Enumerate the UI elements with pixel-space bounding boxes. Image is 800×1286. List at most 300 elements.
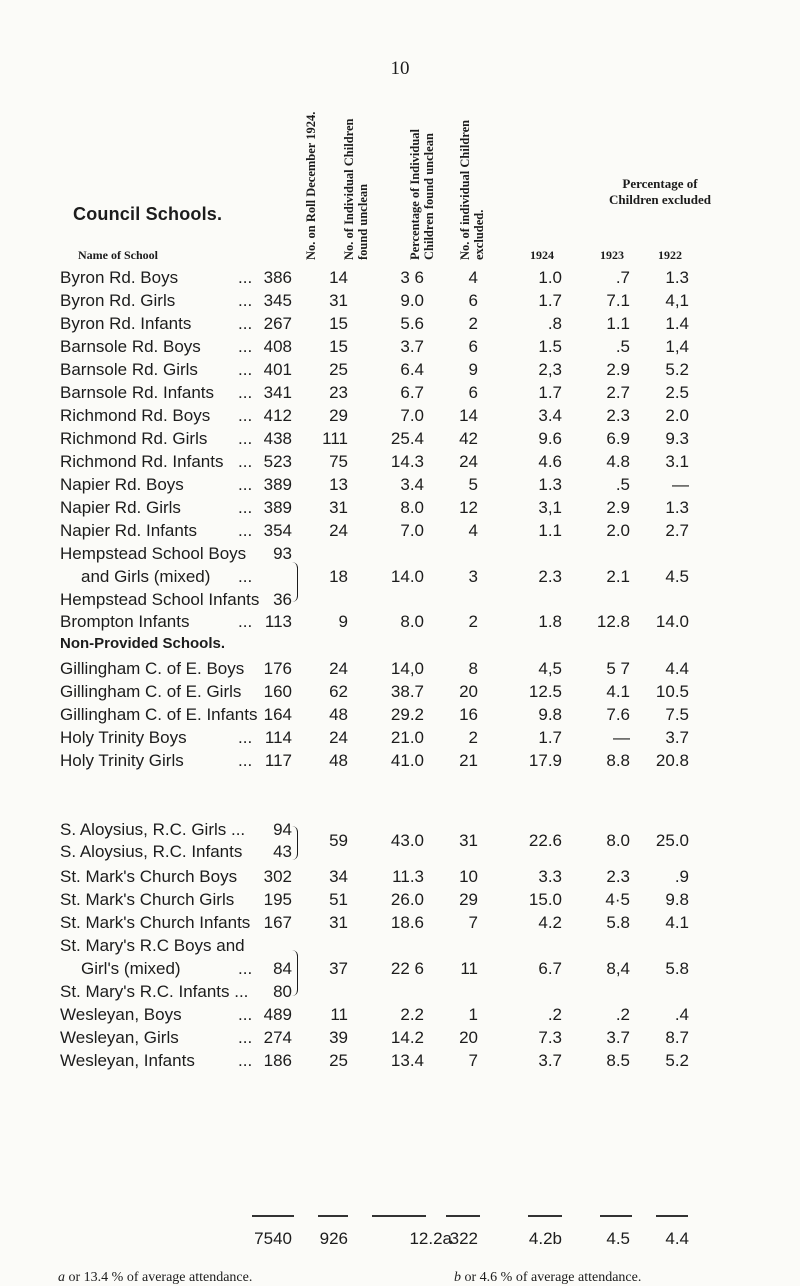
aloysius-brace bbox=[292, 826, 298, 860]
cell-p1924: 4,5 bbox=[538, 659, 562, 678]
cell-pct: 3 6 bbox=[400, 268, 424, 287]
cell-p1924: 1.7 bbox=[538, 728, 562, 748]
year-header-1924: 1924 bbox=[530, 248, 554, 262]
marys-pct: 22 6 bbox=[390, 959, 424, 978]
table-row bbox=[0, 867, 800, 889]
cell-excluded: 12 bbox=[459, 498, 478, 517]
cell-p1923: 2.7 bbox=[606, 383, 630, 402]
cell-p1922: — bbox=[672, 475, 689, 494]
cell-unclean: 25 bbox=[329, 1051, 348, 1070]
column-header-excluded: No. of individual Children excluded. bbox=[458, 119, 486, 260]
cell-pct: 14.2 bbox=[390, 1028, 424, 1047]
hempstead-brace bbox=[292, 562, 298, 602]
cell-p1922: .4 bbox=[674, 1005, 689, 1024]
aloysius-pct: 43.0 bbox=[390, 831, 424, 850]
marys-roll-b: 80 bbox=[273, 982, 292, 1001]
cell-p1924: 4.6 bbox=[538, 452, 562, 471]
cell-p1923: 8.5 bbox=[606, 1051, 630, 1070]
cell-p1923: .7 bbox=[615, 268, 630, 287]
marys-line1: St. Mary's R.C Boys and bbox=[60, 936, 245, 955]
cell-p1922: 1,4 bbox=[665, 337, 689, 356]
cell-name: Gillingham C. of E. Girls bbox=[60, 682, 242, 702]
aloysius-p1924: 22.6 bbox=[528, 831, 562, 850]
cell-unclean: 31 bbox=[329, 498, 348, 517]
cell-pct: 9.0 bbox=[400, 291, 424, 310]
cell-p1922: 10.5 bbox=[655, 682, 689, 702]
total-rule-roll bbox=[252, 1215, 294, 1217]
cell-excluded: 7 bbox=[468, 913, 478, 932]
cell-p1923: 8.8 bbox=[606, 751, 630, 771]
cell-p1924: 7.3 bbox=[538, 1028, 562, 1047]
table-row bbox=[0, 268, 800, 290]
total-rule-1923 bbox=[600, 1215, 632, 1217]
cell-name: St. Mark's Church Infants bbox=[60, 913, 251, 932]
cell-roll: 164 bbox=[263, 705, 292, 725]
marys-p1924: 6.7 bbox=[538, 959, 562, 978]
brompton-excluded: 2 bbox=[468, 612, 478, 631]
cell-p1923: 3.7 bbox=[606, 1028, 630, 1047]
cell-pct: 3.7 bbox=[400, 337, 424, 356]
cell-name: Napier Rd. Boys bbox=[60, 475, 184, 494]
cell-p1923: 1.1 bbox=[606, 314, 630, 333]
cell-dots: ... bbox=[238, 383, 253, 402]
marys-line2: Girl's (mixed) bbox=[81, 959, 181, 978]
cell-dots: ... bbox=[238, 751, 253, 771]
cell-excluded: 24 bbox=[459, 452, 478, 471]
cell-roll: 186 bbox=[263, 1051, 292, 1070]
cell-name: Richmond Rd. Girls bbox=[60, 429, 208, 448]
cell-p1922: 7.5 bbox=[665, 705, 689, 725]
cell-excluded: 20 bbox=[459, 682, 478, 702]
cell-name: Richmond Rd. Boys bbox=[60, 406, 211, 425]
cell-p1924: 9.8 bbox=[538, 705, 562, 725]
hempstead-p1923: 2.1 bbox=[606, 567, 630, 586]
cell-name: St. Mark's Church Boys bbox=[60, 867, 238, 886]
cell-dots: ... bbox=[238, 521, 253, 540]
cell-roll: 354 bbox=[263, 521, 292, 540]
cell-name: Wesleyan, Boys bbox=[60, 1005, 182, 1024]
table-row bbox=[0, 360, 800, 382]
table-row bbox=[0, 1028, 800, 1050]
cell-dots: ... bbox=[238, 406, 253, 425]
cell-excluded: 14 bbox=[459, 406, 478, 425]
cell-name: Napier Rd. Girls bbox=[60, 498, 181, 517]
cell-excluded: 4 bbox=[468, 268, 478, 287]
aloysius-roll-b: 43 bbox=[273, 842, 292, 861]
cell-p1923: .2 bbox=[615, 1005, 630, 1024]
cell-dots: ... bbox=[238, 291, 253, 310]
cell-excluded: 42 bbox=[459, 429, 478, 448]
total-rule-1922 bbox=[656, 1215, 688, 1217]
cell-name: Holy Trinity Boys bbox=[60, 728, 187, 748]
cell-p1922: 9.3 bbox=[665, 429, 689, 448]
cell-roll: 302 bbox=[263, 867, 292, 886]
cell-unclean: 62 bbox=[329, 682, 348, 702]
table-row bbox=[0, 521, 800, 543]
cell-unclean: 13 bbox=[329, 475, 348, 494]
cell-roll: 176 bbox=[263, 659, 292, 678]
cell-p1922: 20.8 bbox=[655, 751, 689, 771]
cell-excluded: 7 bbox=[468, 1051, 478, 1070]
marys-p1923: 8,4 bbox=[606, 959, 630, 978]
hempstead-p1922: 4.5 bbox=[665, 567, 689, 586]
council-schools-heading: Council Schools. bbox=[73, 204, 223, 224]
year-header-1923: 1923 bbox=[600, 248, 624, 262]
cell-p1924: 1.0 bbox=[538, 268, 562, 287]
cell-roll: 160 bbox=[263, 682, 292, 702]
cell-p1923: 2.0 bbox=[606, 521, 630, 540]
cell-p1924: 9.6 bbox=[538, 429, 562, 448]
cell-name: Holy Trinity Girls bbox=[60, 751, 184, 771]
cell-roll: 274 bbox=[263, 1028, 292, 1047]
cell-unclean: 34 bbox=[329, 867, 348, 886]
brompton-unclean: 9 bbox=[338, 612, 348, 631]
page-number: 10 bbox=[390, 58, 410, 79]
cell-roll: 386 bbox=[263, 268, 292, 287]
cell-excluded: 20 bbox=[459, 1028, 478, 1047]
cell-roll: 114 bbox=[264, 728, 292, 748]
aloysius-p1923: 8.0 bbox=[606, 831, 630, 850]
cell-p1924: 3,1 bbox=[538, 498, 562, 517]
cell-p1923: 2.9 bbox=[606, 498, 630, 517]
marys-dots: ... bbox=[238, 959, 253, 978]
cell-p1923: 4·5 bbox=[605, 890, 630, 909]
cell-unclean: 31 bbox=[329, 291, 348, 310]
cell-unclean: 48 bbox=[329, 751, 348, 771]
cell-p1922: 3.1 bbox=[665, 452, 689, 471]
cell-p1924: 15.0 bbox=[528, 890, 562, 909]
cell-p1923: 7.1 bbox=[606, 291, 630, 310]
cell-excluded: 2 bbox=[468, 728, 478, 748]
cell-p1924: 3.7 bbox=[538, 1051, 562, 1070]
cell-p1922: 8.7 bbox=[665, 1028, 689, 1047]
cell-excluded: 9 bbox=[468, 360, 478, 379]
cell-name: Byron Rd. Boys bbox=[60, 268, 179, 287]
cell-name: Barnsole Rd. Infants bbox=[60, 383, 215, 402]
cell-excluded: 6 bbox=[468, 383, 478, 402]
hempstead-roll-a: 93 bbox=[273, 544, 292, 563]
cell-excluded: 6 bbox=[468, 291, 478, 310]
brompton-p1922: 14.0 bbox=[655, 612, 689, 631]
pct-excluded-header: Percentage of Children excluded bbox=[609, 176, 711, 207]
cell-excluded: 29 bbox=[459, 890, 478, 909]
cell-unclean: 51 bbox=[329, 890, 348, 909]
cell-name: Gillingham C. of E. Infants bbox=[60, 705, 258, 725]
table-row bbox=[0, 291, 800, 313]
marys-excluded: 11 bbox=[460, 959, 478, 978]
hempstead-line3: Hempstead School Infants bbox=[60, 590, 260, 609]
cell-name: St. Mark's Church Girls bbox=[60, 890, 235, 909]
cell-dots: ... bbox=[238, 728, 253, 748]
marys-p1922: 5.8 bbox=[665, 959, 689, 978]
cell-dots: ... bbox=[238, 268, 253, 287]
cell-p1922: 4.1 bbox=[665, 913, 689, 932]
cell-excluded: 6 bbox=[468, 337, 478, 356]
cell-unclean: 15 bbox=[329, 337, 348, 356]
hempstead-roll-b: 36 bbox=[273, 590, 292, 609]
cell-roll: 195 bbox=[263, 890, 292, 909]
hempstead-line1: Hempstead School Boys bbox=[60, 544, 247, 563]
cell-p1922: 1.3 bbox=[665, 498, 689, 517]
cell-roll: 167 bbox=[263, 913, 292, 932]
cell-p1924: 3.4 bbox=[538, 406, 562, 425]
cell-name: Barnsole Rd. Girls bbox=[60, 360, 198, 379]
footnote-b-mark: b bbox=[454, 1270, 461, 1285]
cell-pct: 2.2 bbox=[400, 1005, 424, 1024]
aloysius-unclean: 59 bbox=[329, 831, 348, 850]
cell-name: Barnsole Rd. Boys bbox=[60, 337, 201, 356]
table-row bbox=[0, 913, 800, 935]
cell-p1922: .9 bbox=[674, 867, 689, 886]
table-row bbox=[0, 314, 800, 336]
cell-pct: 25.4 bbox=[390, 429, 424, 448]
cell-excluded: 2 bbox=[468, 314, 478, 333]
cell-dots: ... bbox=[238, 498, 253, 517]
cell-unclean: 15 bbox=[329, 314, 348, 333]
cell-unclean: 14 bbox=[329, 268, 348, 287]
cell-p1924: 17.9 bbox=[528, 751, 562, 771]
cell-roll: 345 bbox=[263, 291, 292, 310]
cell-p1923: .5 bbox=[615, 337, 630, 356]
cell-unclean: 24 bbox=[329, 659, 348, 678]
cell-p1922: 4.4 bbox=[665, 659, 689, 678]
cell-p1923: 2.9 bbox=[606, 360, 630, 379]
table-row bbox=[0, 1005, 800, 1027]
aloysius-p1922: 25.0 bbox=[655, 831, 689, 850]
table-row bbox=[0, 383, 800, 405]
cell-unclean: 29 bbox=[329, 406, 348, 425]
cell-roll: 389 bbox=[263, 475, 292, 494]
cell-p1924: 3.3 bbox=[538, 867, 562, 886]
cell-dots: ... bbox=[238, 1028, 253, 1047]
table-row bbox=[0, 1051, 800, 1073]
year-header-1922: 1922 bbox=[658, 248, 682, 262]
cell-pct: 14,0 bbox=[390, 659, 424, 678]
name-of-school-header: Name of School bbox=[78, 248, 158, 262]
cell-pct: 6.7 bbox=[400, 383, 424, 402]
cell-p1923: 4.1 bbox=[606, 682, 630, 702]
table-row bbox=[0, 890, 800, 912]
cell-dots: ... bbox=[238, 360, 253, 379]
brompton-name: Brompton Infants bbox=[60, 612, 190, 631]
total-p1923: 4.5 bbox=[606, 1229, 630, 1248]
cell-name: Richmond Rd. Infants bbox=[60, 452, 224, 471]
cell-p1922: 2.5 bbox=[665, 383, 689, 402]
cell-p1924: 1.7 bbox=[538, 291, 562, 310]
cell-p1923: 7.6 bbox=[606, 705, 630, 725]
cell-dots: ... bbox=[238, 337, 253, 356]
cell-pct: 8.0 bbox=[400, 498, 424, 517]
cell-p1923: 4.8 bbox=[606, 452, 630, 471]
cell-dots: ... bbox=[238, 452, 253, 471]
aloysius-roll-a: 94 bbox=[273, 820, 292, 839]
footnote-b-text: or 4.6 % of average attendance. bbox=[464, 1270, 642, 1285]
brompton-roll: 113 bbox=[264, 612, 292, 631]
total-roll: 7540 bbox=[254, 1229, 292, 1248]
cell-roll: 267 bbox=[263, 314, 292, 333]
cell-roll: 523 bbox=[263, 452, 292, 471]
cell-excluded: 10 bbox=[459, 867, 478, 886]
cell-unclean: 24 bbox=[329, 521, 348, 540]
cell-unclean: 25 bbox=[329, 360, 348, 379]
cell-p1922: 4,1 bbox=[665, 291, 689, 310]
table-row bbox=[0, 406, 800, 428]
hempstead-dots: ... bbox=[238, 567, 253, 586]
cell-unclean: 75 bbox=[329, 452, 348, 471]
cell-roll: 408 bbox=[263, 337, 292, 356]
table-row bbox=[0, 682, 800, 704]
cell-unclean: 48 bbox=[329, 705, 348, 725]
cell-p1923: 2.3 bbox=[606, 406, 630, 425]
footnote-a bbox=[58, 1270, 252, 1286]
table-row bbox=[0, 728, 800, 750]
brompton-p1924: 1.8 bbox=[538, 612, 562, 631]
cell-name: Gillingham C. of E. Boys bbox=[60, 659, 245, 678]
hempstead-p1924: 2.3 bbox=[538, 567, 562, 586]
cell-pct: 7.0 bbox=[400, 521, 424, 540]
cell-p1924: 4.2 bbox=[538, 913, 562, 932]
total-p1924: 4.2b bbox=[528, 1229, 562, 1248]
cell-dots: ... bbox=[238, 1005, 253, 1024]
column-header-unclean: No. of Individual Children found unclean bbox=[342, 118, 370, 260]
cell-p1924: 1.3 bbox=[538, 475, 562, 494]
cell-p1922: 3.7 bbox=[665, 728, 689, 748]
cell-p1924: 1.7 bbox=[538, 383, 562, 402]
cell-name: Byron Rd. Infants bbox=[60, 314, 192, 333]
cell-p1923: — bbox=[613, 728, 630, 748]
cell-p1923: 6.9 bbox=[606, 429, 630, 448]
cell-p1924: 12.5 bbox=[528, 682, 562, 702]
total-excluded: 322 bbox=[449, 1229, 478, 1248]
cell-name: Wesleyan, Girls bbox=[60, 1028, 179, 1047]
total-rule-excluded bbox=[446, 1215, 480, 1217]
marys-brace bbox=[292, 950, 298, 996]
cell-pct: 13.4 bbox=[390, 1051, 424, 1070]
column-header-pct-unclean: Percentage of Individual Children found unclean bbox=[408, 128, 436, 260]
brompton-pct: 8.0 bbox=[400, 612, 424, 631]
cell-excluded: 4 bbox=[468, 521, 478, 540]
cell-pct: 26.0 bbox=[390, 890, 424, 909]
hempstead-excluded: 3 bbox=[468, 567, 478, 586]
footnote-b bbox=[454, 1270, 641, 1286]
cell-unclean: 24 bbox=[329, 728, 348, 748]
cell-p1922: 5.2 bbox=[665, 360, 689, 379]
cell-dots: ... bbox=[238, 1051, 253, 1070]
table-row bbox=[0, 337, 800, 359]
cell-p1922: 1.4 bbox=[665, 314, 689, 333]
cell-roll: 117 bbox=[264, 751, 292, 771]
cell-pct: 7.0 bbox=[400, 406, 424, 425]
footnote-a-mark: a bbox=[58, 1270, 65, 1285]
total-rule-unclean bbox=[318, 1215, 348, 1217]
marys-unclean: 37 bbox=[329, 959, 348, 978]
cell-p1924: 1.5 bbox=[538, 337, 562, 356]
brompton-p1923: 12.8 bbox=[596, 612, 630, 631]
cell-p1924: 2,3 bbox=[538, 360, 562, 379]
table-row bbox=[0, 452, 800, 474]
hempstead-line2: and Girls (mixed) bbox=[81, 567, 211, 586]
cell-roll: 401 bbox=[263, 360, 292, 379]
cell-dots: ... bbox=[238, 429, 253, 448]
aloysius-line1: S. Aloysius, R.C. Girls ... bbox=[60, 820, 246, 839]
total-rule-pct bbox=[372, 1215, 426, 1217]
total-unclean: 926 bbox=[319, 1229, 348, 1248]
table-row bbox=[0, 705, 800, 727]
cell-roll: 489 bbox=[263, 1005, 292, 1024]
cell-pct: 38.7 bbox=[390, 682, 424, 702]
cell-p1924: .2 bbox=[547, 1005, 562, 1024]
table-row bbox=[0, 429, 800, 451]
cell-roll: 341 bbox=[263, 383, 292, 402]
cell-p1922: 1.3 bbox=[665, 268, 689, 287]
cell-dots: ... bbox=[238, 314, 253, 333]
cell-pct: 5.6 bbox=[400, 314, 424, 333]
cell-excluded: 16 bbox=[459, 705, 478, 725]
cell-pct: 29.2 bbox=[390, 705, 424, 725]
cell-p1922: 9.8 bbox=[665, 890, 689, 909]
cell-pct: 3.4 bbox=[400, 475, 424, 494]
marys-line3: St. Mary's R.C. Infants ... bbox=[60, 982, 249, 1001]
cell-p1924: 1.1 bbox=[538, 521, 562, 540]
cell-unclean: 111 bbox=[322, 429, 348, 448]
cell-pct: 14.3 bbox=[390, 452, 424, 471]
cell-p1923: 5 7 bbox=[606, 659, 630, 678]
cell-p1922: 5.2 bbox=[665, 1051, 689, 1070]
cell-p1924: .8 bbox=[547, 314, 562, 333]
table-row bbox=[0, 475, 800, 497]
non-provided-heading: Non-Provided Schools. bbox=[60, 635, 226, 652]
total-rule-1924 bbox=[528, 1215, 562, 1217]
hempstead-pct: 14.0 bbox=[390, 567, 424, 586]
cell-excluded: 8 bbox=[468, 659, 478, 678]
cell-pct: 6.4 bbox=[400, 360, 424, 379]
cell-unclean: 23 bbox=[329, 383, 348, 402]
cell-p1923: 5.8 bbox=[606, 913, 630, 932]
cell-unclean: 39 bbox=[329, 1028, 348, 1047]
column-header-roll: No. on Roll December 1924. bbox=[304, 111, 318, 260]
cell-p1922: 2.7 bbox=[665, 521, 689, 540]
brompton-row bbox=[0, 612, 800, 634]
cell-name: Wesleyan, Infants bbox=[60, 1051, 195, 1070]
cell-excluded: 1 bbox=[468, 1005, 478, 1024]
cell-pct: 11.3 bbox=[392, 867, 424, 886]
cell-p1923: 2.3 bbox=[606, 867, 630, 886]
table-row bbox=[0, 659, 800, 681]
brompton-dots: ... bbox=[238, 612, 253, 631]
cell-name: Napier Rd. Infants bbox=[60, 521, 198, 540]
cell-unclean: 11 bbox=[330, 1005, 348, 1024]
hempstead-unclean: 18 bbox=[329, 567, 348, 586]
table-row bbox=[0, 751, 800, 773]
cell-excluded: 5 bbox=[468, 475, 478, 494]
cell-dots: ... bbox=[238, 475, 253, 494]
cell-p1923: .5 bbox=[615, 475, 630, 494]
total-p1922: 4.4 bbox=[665, 1229, 689, 1248]
cell-p1922: 2.0 bbox=[665, 406, 689, 425]
cell-name: Byron Rd. Girls bbox=[60, 291, 176, 310]
total-pct: 12.2a bbox=[409, 1229, 452, 1248]
cell-pct: 21.0 bbox=[390, 728, 424, 748]
table-row bbox=[0, 498, 800, 520]
cell-excluded: 21 bbox=[459, 751, 478, 771]
aloysius-line2: S. Aloysius, R.C. Infants bbox=[60, 842, 243, 861]
cell-unclean: 31 bbox=[329, 913, 348, 932]
aloysius-excluded: 31 bbox=[459, 831, 478, 850]
cell-pct: 41.0 bbox=[390, 751, 424, 771]
marys-roll-a: 84 bbox=[273, 959, 292, 978]
cell-roll: 389 bbox=[263, 498, 292, 517]
cell-pct: 18.6 bbox=[390, 913, 424, 932]
